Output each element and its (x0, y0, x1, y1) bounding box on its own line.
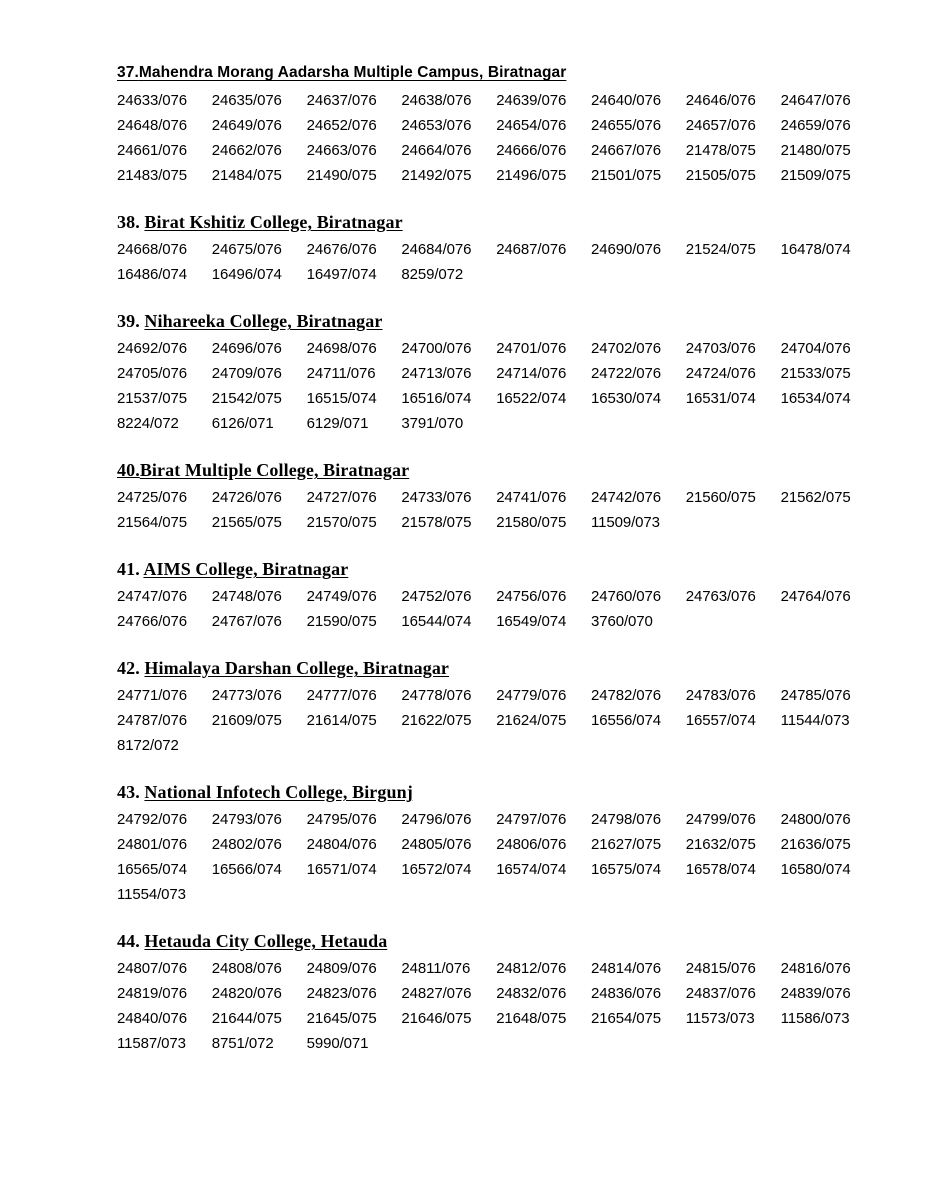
roll-number: 24640/076 (590, 92, 661, 109)
roll-number: 21537/075 (117, 390, 188, 407)
roll-number: 24700/076 (401, 340, 472, 357)
roll-number: 24648/076 (117, 117, 188, 134)
college-name: Nihareeka College, Biratnagar (144, 311, 383, 331)
college-heading (117, 781, 875, 803)
roll-number: 24812/076 (496, 960, 567, 977)
roll-number: 21646/075 (401, 1010, 472, 1027)
roll-number-grid (117, 237, 875, 287)
roll-number: 24747/076 (117, 588, 188, 605)
roll-number: 21622/075 (401, 712, 472, 729)
roll-number: 24796/076 (401, 811, 472, 828)
roll-number-grid (117, 683, 875, 758)
roll-number: 24797/076 (496, 811, 567, 828)
college-heading (117, 657, 875, 679)
roll-number: 24666/076 (496, 142, 567, 159)
roll-number: 24675/076 (211, 241, 282, 258)
roll-number: 24773/076 (211, 687, 282, 704)
roll-number: 24659/076 (780, 117, 851, 134)
roll-number: 24804/076 (306, 836, 377, 853)
roll-number: 24714/076 (496, 365, 567, 382)
roll-number: 21564/075 (117, 514, 188, 531)
roll-number: 24760/076 (590, 588, 661, 605)
roll-number: 21496/075 (496, 167, 567, 184)
roll-number: 24692/076 (117, 340, 188, 357)
roll-number: 16578/074 (685, 861, 756, 878)
roll-number: 24836/076 (590, 985, 661, 1002)
roll-number: 21632/075 (685, 836, 756, 853)
roll-number: 24741/076 (496, 489, 567, 506)
roll-number: 24756/076 (496, 588, 567, 605)
roll-number: 21627/075 (590, 836, 661, 853)
roll-number: 21490/075 (306, 167, 377, 184)
roll-number: 21654/075 (590, 1010, 661, 1027)
roll-number: 21645/075 (306, 1010, 377, 1027)
roll-number: 24814/076 (590, 960, 661, 977)
roll-number: 11586/073 (780, 1010, 850, 1027)
roll-number: 24808/076 (211, 960, 282, 977)
college-heading (117, 62, 875, 84)
roll-number: 24653/076 (401, 117, 472, 134)
section-number: 41. (117, 559, 140, 579)
roll-number: 24662/076 (211, 142, 282, 159)
roll-number: 24771/076 (117, 687, 188, 704)
roll-number: 16516/074 (401, 390, 472, 407)
roll-number: 24704/076 (780, 340, 851, 357)
roll-number: 21484/075 (211, 167, 282, 184)
roll-number-grid (117, 584, 875, 634)
roll-number: 24696/076 (211, 340, 282, 357)
roll-number: 21570/075 (306, 514, 377, 531)
roll-number: 24823/076 (306, 985, 377, 1002)
roll-number: 24655/076 (590, 117, 661, 134)
roll-number: 24763/076 (685, 588, 756, 605)
roll-number: 21478/075 (685, 142, 756, 159)
section-number: 43. (117, 782, 140, 802)
roll-number: 24637/076 (306, 92, 377, 109)
roll-number: 21501/075 (590, 167, 661, 184)
roll-number: 21565/075 (211, 514, 282, 531)
roll-number: 24701/076 (496, 340, 567, 357)
roll-number: 24646/076 (685, 92, 756, 109)
roll-number: 16522/074 (496, 390, 567, 407)
roll-number: 24767/076 (211, 613, 282, 630)
roll-number: 24668/076 (117, 241, 188, 258)
roll-number: 21644/075 (211, 1010, 282, 1027)
roll-number: 24661/076 (117, 142, 188, 159)
roll-number: 24778/076 (401, 687, 472, 704)
roll-number: 24664/076 (401, 142, 472, 159)
roll-number: 6126/071 (211, 415, 274, 432)
roll-number: 11544/073 (780, 712, 850, 729)
roll-number: 24684/076 (401, 241, 472, 258)
roll-number: 16572/074 (401, 861, 472, 878)
roll-number: 8224/072 (117, 415, 179, 432)
roll-number: 16571/074 (306, 861, 377, 878)
roll-number: 16531/074 (685, 390, 756, 407)
roll-number: 24816/076 (780, 960, 851, 977)
roll-number: 24819/076 (117, 985, 188, 1002)
roll-number: 21648/075 (496, 1010, 567, 1027)
roll-number: 24711/076 (306, 365, 376, 382)
roll-number: 24782/076 (590, 687, 661, 704)
college-section (117, 310, 875, 436)
college-name: AIMS College, Biratnagar (143, 559, 349, 579)
roll-number: 24676/076 (306, 241, 377, 258)
roll-number: 16544/074 (401, 613, 472, 630)
roll-number: 24687/076 (496, 241, 567, 258)
roll-number: 24811/076 (401, 960, 471, 977)
roll-number: 8259/072 (401, 266, 464, 283)
roll-number: 24779/076 (496, 687, 567, 704)
roll-number: 21636/075 (780, 836, 851, 853)
roll-number: 24698/076 (306, 340, 377, 357)
roll-number: 24652/076 (306, 117, 377, 134)
college-heading (117, 310, 875, 332)
roll-number: 21578/075 (401, 514, 472, 531)
section-number: 42. (117, 658, 140, 678)
roll-number: 24726/076 (211, 489, 282, 506)
roll-number: 21562/075 (780, 489, 851, 506)
college-heading (117, 459, 875, 481)
roll-number-grid (117, 807, 875, 907)
roll-number: 21614/075 (306, 712, 377, 729)
roll-number: 24709/076 (211, 365, 282, 382)
roll-number: 24795/076 (306, 811, 377, 828)
roll-number: 24807/076 (117, 960, 188, 977)
section-number: 38. (117, 212, 140, 232)
roll-number: 24633/076 (117, 92, 188, 109)
roll-number: 24725/076 (117, 489, 188, 506)
roll-number: 24837/076 (685, 985, 756, 1002)
college-heading (117, 558, 875, 580)
roll-number: 24635/076 (211, 92, 282, 109)
roll-number: 16496/074 (211, 266, 282, 283)
roll-number: 3760/070 (590, 613, 653, 630)
roll-number: 24733/076 (401, 489, 472, 506)
roll-number: 21590/075 (306, 613, 377, 630)
college-heading (117, 211, 875, 233)
roll-number: 24785/076 (780, 687, 851, 704)
college-section (117, 930, 875, 1056)
roll-number: 24742/076 (590, 489, 661, 506)
roll-number: 11587/073 (117, 1035, 186, 1052)
roll-number: 24801/076 (117, 836, 188, 853)
roll-number: 24800/076 (780, 811, 851, 828)
roll-number: 21492/075 (401, 167, 472, 184)
roll-number: 24690/076 (590, 241, 661, 258)
roll-number: 16486/074 (117, 266, 188, 283)
roll-number: 16530/074 (590, 390, 661, 407)
roll-number: 24832/076 (496, 985, 567, 1002)
roll-number: 24806/076 (496, 836, 567, 853)
roll-number: 5990/071 (306, 1035, 369, 1052)
roll-number: 21509/075 (780, 167, 851, 184)
roll-number: 24805/076 (401, 836, 472, 853)
roll-number-grid (117, 485, 875, 535)
roll-number: 11573/073 (685, 1010, 755, 1027)
roll-number-grid (117, 336, 875, 436)
roll-number: 11554/073 (117, 886, 186, 903)
roll-number: 11509/073 (590, 514, 660, 531)
roll-number: 24777/076 (306, 687, 377, 704)
college-name: Birat Kshitiz College, Biratnagar (144, 212, 403, 232)
roll-number: 21542/075 (211, 390, 282, 407)
roll-number: 24654/076 (496, 117, 567, 134)
roll-number: 16565/074 (117, 861, 188, 878)
roll-number: 21480/075 (780, 142, 851, 159)
roll-number: 16566/074 (211, 861, 282, 878)
roll-number: 16580/074 (780, 861, 851, 878)
roll-number: 16515/074 (306, 390, 377, 407)
roll-number: 16478/074 (780, 241, 851, 258)
college-heading (117, 930, 875, 952)
section-number: 37. (117, 64, 139, 81)
roll-number: 24827/076 (401, 985, 472, 1002)
roll-number: 24638/076 (401, 92, 472, 109)
college-name: Birat Multiple College, Biratnagar (139, 460, 410, 480)
roll-number: 21483/075 (117, 167, 188, 184)
roll-number-grid (117, 88, 875, 188)
roll-number: 16575/074 (590, 861, 661, 878)
college-section (117, 781, 875, 907)
roll-number: 21533/075 (780, 365, 851, 382)
roll-number: 21624/075 (496, 712, 567, 729)
roll-number: 24722/076 (590, 365, 661, 382)
roll-number: 21505/075 (685, 167, 756, 184)
roll-number: 24748/076 (211, 588, 282, 605)
roll-number: 24798/076 (590, 811, 661, 828)
college-name: Himalaya Darshan College, Biratnagar (144, 658, 450, 678)
section-number: 40. (117, 460, 140, 480)
roll-number: 24802/076 (211, 836, 282, 853)
roll-number: 8172/072 (117, 737, 179, 754)
college-name: Mahendra Morang Aadarsha Multiple Campus, Biratnagar (138, 64, 567, 81)
roll-number: 21524/075 (685, 241, 756, 258)
college-section (117, 459, 875, 535)
roll-number: 24793/076 (211, 811, 282, 828)
roll-number: 24839/076 (780, 985, 851, 1002)
roll-number: 24764/076 (780, 588, 851, 605)
roll-number: 24713/076 (401, 365, 472, 382)
roll-number: 24705/076 (117, 365, 188, 382)
college-name: National Infotech College, Birgunj (144, 782, 413, 802)
roll-number: 8751/072 (211, 1035, 274, 1052)
roll-number: 24766/076 (117, 613, 188, 630)
roll-number: 24667/076 (590, 142, 661, 159)
roll-number: 24787/076 (117, 712, 188, 729)
roll-number: 16549/074 (496, 613, 567, 630)
roll-number: 16557/074 (685, 712, 756, 729)
roll-number: 21580/075 (496, 514, 567, 531)
sections-container (117, 62, 875, 1056)
roll-number: 24727/076 (306, 489, 377, 506)
roll-number: 24820/076 (211, 985, 282, 1002)
roll-number: 3791/070 (401, 415, 464, 432)
roll-number: 16534/074 (780, 390, 851, 407)
roll-number: 24702/076 (590, 340, 661, 357)
roll-number: 21560/075 (685, 489, 756, 506)
roll-number: 24783/076 (685, 687, 756, 704)
roll-number: 24752/076 (401, 588, 472, 605)
roll-number: 24663/076 (306, 142, 377, 159)
roll-number: 24840/076 (117, 1010, 188, 1027)
college-section (117, 211, 875, 287)
college-name: Hetauda City College, Hetauda (144, 931, 388, 951)
roll-number: 24724/076 (685, 365, 756, 382)
roll-number: 24703/076 (685, 340, 756, 357)
roll-number: 16497/074 (306, 266, 377, 283)
roll-number: 24799/076 (685, 811, 756, 828)
roll-number: 16574/074 (496, 861, 567, 878)
roll-number-grid (117, 956, 875, 1056)
roll-number: 24815/076 (685, 960, 756, 977)
roll-number: 6129/071 (306, 415, 369, 432)
roll-number: 24809/076 (306, 960, 377, 977)
college-section (117, 657, 875, 758)
roll-number: 24639/076 (496, 92, 567, 109)
college-section (117, 62, 875, 188)
roll-number: 24647/076 (780, 92, 851, 109)
roll-number: 24649/076 (211, 117, 282, 134)
roll-number: 24749/076 (306, 588, 377, 605)
roll-number: 16556/074 (590, 712, 661, 729)
roll-number: 24657/076 (685, 117, 756, 134)
roll-number: 21609/075 (211, 712, 282, 729)
section-number: 39. (117, 311, 140, 331)
college-section (117, 558, 875, 634)
section-number: 44. (117, 931, 140, 951)
roll-number: 24792/076 (117, 811, 188, 828)
